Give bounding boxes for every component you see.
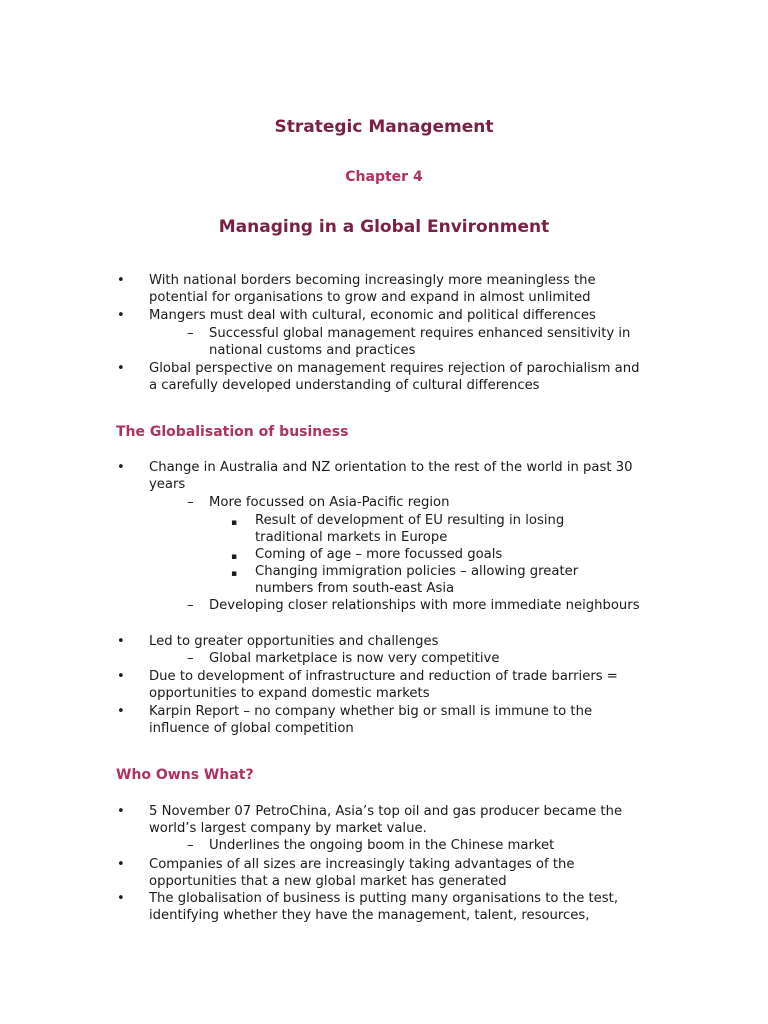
bullet-marker: •	[117, 308, 125, 323]
dash-marker: –	[187, 651, 194, 666]
list-item-text: 5 November 07 PetroChina, Asia’s top oil and gas producer became the world’s largest company by market value.	[149, 804, 623, 837]
list-item	[117, 803, 649, 838]
list-item-text: Result of development of EU resulting in losing traditional markets in Europe	[255, 513, 565, 546]
list-item	[117, 307, 649, 324]
bullet-marker: •	[117, 857, 125, 872]
list-item-text: Developing closer relationships with more immediate neighbours	[209, 598, 640, 613]
list-item	[187, 837, 654, 854]
bullet-marker: •	[117, 460, 125, 475]
list-item-text: Changing immigration policies – allowing greater numbers from south-east Asia	[255, 564, 579, 597]
list-item	[231, 546, 600, 563]
list-item	[117, 360, 649, 395]
square-marker: ▪	[231, 552, 238, 562]
dash-marker: –	[187, 495, 194, 510]
list-item-text: Underlines the ongoing boom in the Chinese market	[209, 838, 555, 853]
bullet-marker: •	[117, 361, 125, 376]
bullet-marker: •	[117, 704, 125, 719]
square-marker: ▪	[231, 518, 238, 528]
section-heading: The Globalisation of business	[116, 424, 349, 440]
bullet-marker: •	[117, 669, 125, 684]
bullet-marker: •	[117, 891, 125, 906]
list-item-text: Due to development of infrastructure and reduction of trade barriers = opportunities to expand domestic markets	[149, 669, 618, 702]
list-item	[117, 668, 649, 703]
bullet-marker: •	[117, 273, 125, 288]
list-item	[117, 272, 649, 307]
list-item	[117, 890, 649, 925]
list-item	[187, 325, 654, 360]
list-item-text: Global perspective on management requires rejection of parochialism and a carefully developed understanding of cultural differences	[149, 361, 640, 394]
section-heading: Who Owns What?	[116, 767, 254, 783]
list-item	[231, 512, 600, 547]
list-item-text: With national borders becoming increasingly more meaningless the potential for organisations to grow and expand in almost unlimited	[149, 273, 596, 306]
list-item-text: Change in Australia and NZ orientation to the rest of the world in past 30 years	[149, 460, 633, 493]
list-item	[117, 703, 649, 738]
square-marker: ▪	[231, 569, 238, 579]
chapter-subtitle: Managing in a Global Environment	[218, 217, 550, 237]
list-item	[187, 650, 654, 667]
list-item	[117, 459, 649, 494]
list-item-text: Successful global management requires enhanced sensitivity in national customs and practices	[209, 326, 631, 359]
list-item	[231, 563, 600, 598]
bullet-marker: •	[117, 804, 125, 819]
list-item	[117, 633, 649, 650]
list-item	[187, 494, 654, 511]
list-item-text: Global marketplace is now very competitive	[209, 651, 500, 666]
list-item-text: Coming of age – more focussed goals	[255, 547, 503, 562]
list-item	[187, 597, 654, 614]
bullet-marker: •	[117, 634, 125, 649]
dash-marker: –	[187, 326, 194, 341]
dash-marker: –	[187, 598, 194, 613]
list-item-text: Karpin Report – no company whether big or small is immune to the influence of global competition	[149, 704, 593, 737]
document-title: Strategic Management	[274, 117, 494, 137]
dash-marker: –	[187, 838, 194, 853]
chapter-label: Chapter 4	[345, 169, 423, 185]
list-item-text: Mangers must deal with cultural, economic and political differences	[149, 308, 596, 323]
list-item-text: The globalisation of business is putting many organisations to the test, identifying whether they have the management, talent, resources,	[149, 891, 619, 924]
list-item-text: Led to greater opportunities and challenges	[149, 634, 439, 649]
list-item-text: Companies of all sizes are increasingly taking advantages of the opportunities that a new global market has generated	[149, 857, 575, 890]
list-item	[117, 856, 649, 891]
list-item-text: More focussed on Asia-Pacific region	[209, 495, 450, 510]
